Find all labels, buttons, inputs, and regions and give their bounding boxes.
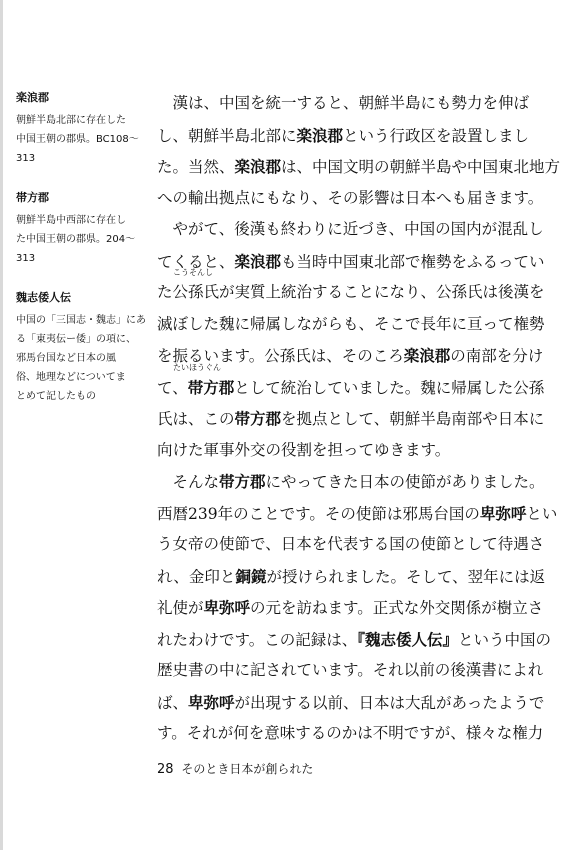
bold-term: 楽浪郡 xyxy=(403,346,451,365)
text-line: 西暦239年のことです。その使節は邪馬台国の卑弥呼とい xyxy=(157,503,558,523)
text-line: 氏は、この帯方郡を拠点として、朝鮮半島南部や日本に xyxy=(157,409,545,428)
bold-term: 『魏志倭人伝』 xyxy=(357,629,459,649)
note-line: 313 xyxy=(16,153,36,164)
text-line: 歴史書の中に記されています。それ以前の後漢書によれ xyxy=(157,661,544,679)
text-line: 礼使が卑弥呼の元を訪ねます。正式な外交関係が樹立さ xyxy=(157,598,544,617)
line-text: た公孫氏が実質上統治することになり、公孫氏は後漢を xyxy=(157,283,545,301)
ruby-text: たいほうぐん xyxy=(173,362,221,372)
page-footer xyxy=(157,760,313,777)
bold-term: 卑弥呼 xyxy=(479,503,527,523)
running-title: そのとき日本が創られた xyxy=(181,762,314,776)
bold-term: 楽浪郡 xyxy=(296,125,344,145)
text-line: への輸出拠点にもなり、その影響は日本へも届きます。 xyxy=(157,188,544,207)
page-number: 28 xyxy=(157,762,174,777)
bold-term: 卑弥呼 xyxy=(188,692,235,712)
text-line: た。当然、楽浪郡は、中国文明の朝鮮半島や中国東北地方 xyxy=(157,157,561,176)
bold-term: 帯方郡 xyxy=(187,377,235,397)
text-line xyxy=(157,268,545,309)
note-line: 313 xyxy=(16,253,36,264)
note-line: とめて記したもの xyxy=(16,391,96,402)
note-line: る「東夷伝ー倭」の項に、 xyxy=(16,334,136,345)
bold-term: 銅鏡 xyxy=(235,566,267,586)
text-line: そんな帯方郡にやってきた日本の使節がありました。 xyxy=(157,472,545,491)
text-line: てくると、楽浪郡も当時中国東北部で権勢をふるってい xyxy=(157,251,545,271)
note-rakuro xyxy=(16,90,156,168)
note-line: 俗、地理などについてま xyxy=(16,372,126,383)
ruby-text: こうそんし xyxy=(173,268,213,277)
note-line: 朝鮮半島中西部に存在し xyxy=(16,215,126,226)
note-taiho xyxy=(16,190,156,268)
note-term: 魏志倭人伝 xyxy=(16,291,71,304)
text-line: 向けた軍事外交の役割を担ってゆきます。 xyxy=(157,440,451,459)
note-line: 中国王朝の郡県。BC108～ xyxy=(16,134,139,145)
note-term: 楽浪郡 xyxy=(16,91,49,104)
text-line: れ、金印と銅鏡が授けられました。そして、翌年には返 xyxy=(157,566,546,586)
bold-term: 卑弥呼 xyxy=(203,598,251,617)
line-text: て、帯方郡として統治していました。魏に帰属した公孫 xyxy=(157,377,545,397)
note-gishiwajinden xyxy=(16,290,156,406)
text-line: す。それが何を意味するのかは不明ですが、様々な権力 xyxy=(157,724,544,742)
bold-term: 帯方郡 xyxy=(219,472,266,491)
text-line: やがて、後漢も終わりに近づき、中国の国内が混乱し xyxy=(157,220,544,238)
text-line: し、朝鮮半島北部に楽浪郡という行政区を設置しまし xyxy=(157,125,530,145)
bold-term: 帯方郡 xyxy=(234,409,282,428)
note-line: 中国の「三国志・魏志」にあ xyxy=(16,315,146,326)
text-line: 漢は、中国を統一すると、朝鮮半島にも勢力を伸ば xyxy=(157,94,530,112)
text-line xyxy=(157,362,545,404)
body-text xyxy=(157,88,561,750)
note-term: 帯方郡 xyxy=(16,191,49,204)
bold-term: 楽浪郡 xyxy=(234,157,282,176)
text-line: う女帝の使節で、日本を代表する国の使節として待遇さ xyxy=(157,535,545,553)
note-line: た中国王朝の郡県。204～ xyxy=(16,234,136,245)
page-edge-shadow xyxy=(0,0,3,850)
text-line: れたわけです。この記録は、『魏志倭人伝』という中国の xyxy=(157,629,552,649)
note-line: 朝鮮半島北部に存在した xyxy=(16,115,126,126)
text-line: ば、卑弥呼が出現する以前、日本は大乱があったようで xyxy=(157,692,545,712)
note-line: 邪馬台国など日本の風 xyxy=(16,353,116,364)
bold-term: 楽浪郡 xyxy=(234,251,282,271)
text-line: 滅ぼした魏に帰属しながらも、そこで長年に亘って権勢 xyxy=(157,314,545,333)
text-line: を振るいます。公孫氏は、そのころ楽浪郡の南部を分け xyxy=(157,346,544,365)
